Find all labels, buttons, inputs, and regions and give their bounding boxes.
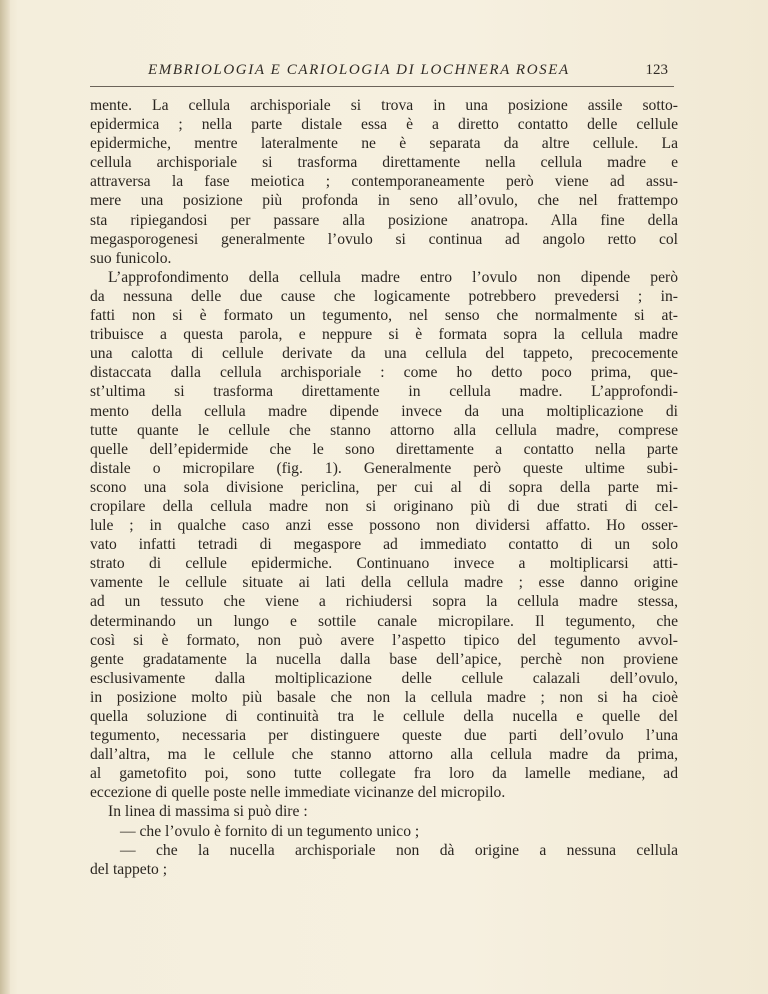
text-line: st’ultima si trasforma direttamente in cellula madre. L’approfondi-	[90, 383, 678, 401]
text-line: tegumento, necessaria per distinguere queste due parti dell’ovulo l’una	[90, 727, 678, 745]
text-line: gente gradatamente la nucella dalla base dell’apice, perchè non proviene	[90, 650, 678, 668]
text-line: ad un tessuto che viene a richiudersi sopra la cellula madre stessa,	[90, 593, 678, 611]
text-line: — che la nucella archisporiale non dà origine a nessuna cellula	[120, 841, 678, 859]
text-line: tutte quante le cellule che stanno attorno alla cellula madre, comprese	[90, 421, 678, 439]
text-line: mente. La cellula archisporiale si trova in una posizione assile sotto-	[90, 97, 678, 114]
text-line: mere una posizione più profonda in seno all’ovulo, che nel frattempo	[90, 192, 678, 210]
text-line: epidermiche, mentre lateralmente ne è separata da altre cellule. La	[90, 135, 678, 153]
text-line: vato infatti tetradi di megaspore ad immediato contatto di un solo	[90, 536, 678, 554]
text-line: sta ripiegandosi per passare alla posizione anatropa. Alla fine della	[90, 211, 678, 229]
text-line: distale o micropilare (fig. 1). Generalmente però queste ultime subi-	[90, 459, 678, 477]
text-line: una calotta di cellule derivate da una cellula del tappeto, precocemente	[90, 345, 678, 363]
text-line: distaccata dalla cellula archisporiale : come ho detto poco prima, que-	[90, 364, 678, 382]
text-line: eccezione di quelle poste nelle immediate vicinanze del micropilo.	[90, 784, 506, 802]
text-line: — che l’ovulo è fornito di un tegumento unico ;	[120, 822, 420, 840]
text-line: epidermica ; nella parte distale essa è a diretto contatto delle cellule	[90, 116, 678, 134]
text-line: strato di cellule epidermiche. Continuano invece a moltiplicarsi atti-	[90, 555, 678, 573]
text-line: In linea di massima si può dire :	[108, 803, 308, 821]
text-line: in posizione molto più basale che non la cellula madre ; non si ha cioè	[90, 688, 678, 706]
text-line: mento della cellula madre dipende invece da una moltiplicazione di	[90, 402, 678, 420]
text-line: attraversa la fase meiotica ; contemporaneamente però viene ad assu-	[90, 173, 678, 191]
text-line: L’approfondimento della cellula madre entro l’ovulo non dipende però	[108, 268, 678, 286]
text-line: del tappeto ;	[90, 860, 168, 878]
text-line: dall’altra, ma le cellule che stanno attorno alla cellula madre da prima,	[90, 746, 678, 764]
page-header	[148, 62, 668, 86]
text-line: così si è formato, non può avere l’aspetto tipico del tegumento avvol-	[90, 631, 678, 649]
page-spine-shadow	[0, 0, 10, 994]
text-line: al gametofito poi, sono tutte collegate fra loro da lamelle mediane, ad	[90, 765, 678, 783]
text-line: quelle dell’epidermide che le sono direttamente a contatto nella parte	[90, 440, 678, 458]
text-line: determinando un lungo e sottile canale micropilare. Il tegumento, che	[90, 612, 678, 630]
text-line: da nessuna delle due cause che logicamente potrebbero prevedersi ; in-	[90, 287, 678, 305]
text-line: cellula archisporiale si trasforma direttamente nella cellula madre e	[90, 154, 678, 172]
text-line: vamente le cellule situate ai lati della cellula madre ; esse danno origine	[90, 574, 678, 592]
text-line: quella soluzione di continuità tra le cellule della nucella e quelle del	[90, 708, 678, 725]
text-line: fatti non si è formato un tegumento, nel senso che normalmente si at-	[90, 307, 678, 325]
text-line: esclusivamente dalla moltiplicazione delle cellule calazali dell’ovulo,	[90, 669, 678, 687]
text-line: lule ; in qualche caso anzi esse possono non dividersi affatto. Ho osser-	[90, 517, 678, 535]
running-title: EMBRIOLOGIA E CARIOLOGIA DI LOCHNERA ROSEA	[148, 62, 570, 78]
text-line: cropilare della cellula madre non si originano più di due strati di cel-	[90, 497, 678, 515]
header-rule	[90, 86, 674, 87]
text-line: scono una sola divisione periclina, per cui al di sopra della parte mi-	[90, 478, 678, 496]
text-line: megasporogenesi generalmente l’ovulo si continua ad angolo retto col	[90, 230, 678, 248]
text-line: tribuisce a questa parola, e neppure si è formata sopra la cellula madre	[90, 326, 678, 344]
text-line: suo funicolo.	[90, 249, 172, 267]
body-text	[90, 96, 678, 879]
page-number: 123	[645, 62, 668, 78]
